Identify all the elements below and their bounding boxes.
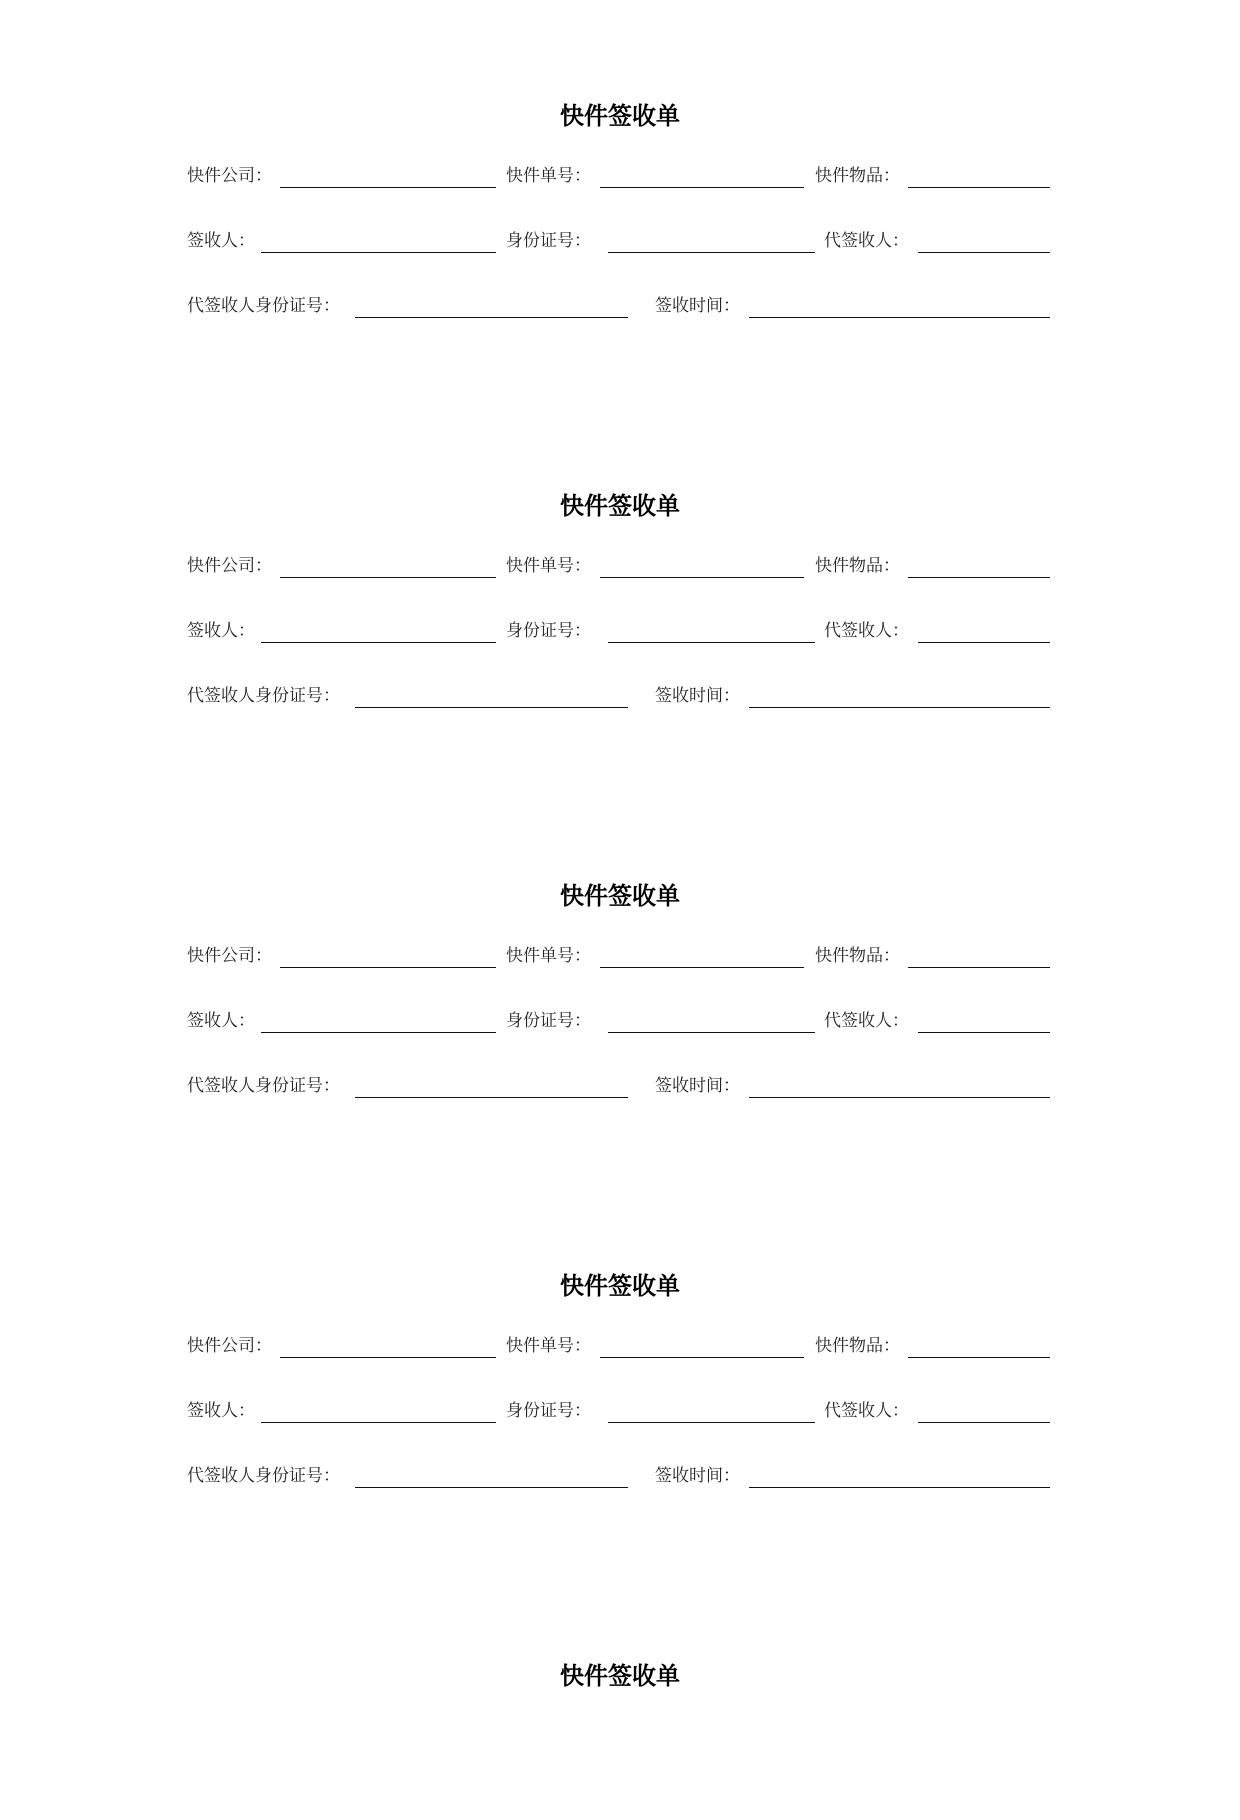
proxy-recipient-field[interactable] [918,1422,1050,1423]
tracking-number-field[interactable] [600,577,804,578]
id-number-label: 身份证号： [506,1011,591,1031]
proxy-recipient-label: 代签收人： [824,231,909,251]
receipt-form-1 [0,0,1240,316]
recipient-field[interactable] [261,642,496,643]
company-field[interactable] [280,1357,496,1358]
sign-time-field[interactable] [749,317,1050,318]
form-title: 快件签收单 [560,1272,680,1300]
form-title: 快件签收单 [560,492,680,520]
company-label: 快件公司： [187,1336,272,1356]
receipt-form-3 [0,780,1240,1096]
sign-time-field[interactable] [749,707,1050,708]
company-label: 快件公司： [187,946,272,966]
recipient-label: 签收人： [187,1011,255,1031]
recipient-field[interactable] [261,1422,496,1423]
items-label: 快件物品： [815,556,900,576]
items-field[interactable] [908,1357,1050,1358]
id-number-field[interactable] [608,1032,815,1033]
id-number-field[interactable] [608,1422,815,1423]
id-number-label: 身份证号： [506,621,591,641]
company-field[interactable] [280,967,496,968]
proxy-id-label: 代签收人身份证号： [187,686,340,706]
proxy-id-label: 代签收人身份证号： [187,296,340,316]
tracking-number-label: 快件单号： [506,556,591,576]
items-label: 快件物品： [815,1336,900,1356]
recipient-label: 签收人： [187,1401,255,1421]
sign-time-label: 签收时间： [655,1466,740,1486]
items-label: 快件物品： [815,946,900,966]
form-title: 快件签收单 [560,1662,680,1690]
proxy-recipient-label: 代签收人： [824,1401,909,1421]
company-field[interactable] [280,577,496,578]
company-field[interactable] [280,187,496,188]
items-field[interactable] [908,967,1050,968]
receipt-form-5 [0,1560,1240,1820]
proxy-recipient-field[interactable] [918,252,1050,253]
id-number-field[interactable] [608,252,815,253]
tracking-number-field[interactable] [600,187,804,188]
sign-time-label: 签收时间： [655,686,740,706]
tracking-number-label: 快件单号： [506,946,591,966]
id-number-field[interactable] [608,642,815,643]
proxy-recipient-field[interactable] [918,1032,1050,1033]
company-label: 快件公司： [187,166,272,186]
proxy-id-field[interactable] [355,1097,628,1098]
items-field[interactable] [908,187,1050,188]
recipient-label: 签收人： [187,231,255,251]
proxy-id-label: 代签收人身份证号： [187,1466,340,1486]
sign-time-label: 签收时间： [655,296,740,316]
form-title: 快件签收单 [560,882,680,910]
proxy-recipient-label: 代签收人： [824,1011,909,1031]
recipient-field[interactable] [261,1032,496,1033]
tracking-number-label: 快件单号： [506,166,591,186]
receipt-form-2 [0,390,1240,706]
items-label: 快件物品： [815,166,900,186]
sign-time-field[interactable] [749,1487,1050,1488]
id-number-label: 身份证号： [506,231,591,251]
proxy-recipient-label: 代签收人： [824,621,909,641]
tracking-number-field[interactable] [600,1357,804,1358]
tracking-number-field[interactable] [600,967,804,968]
form-title: 快件签收单 [560,102,680,130]
id-number-label: 身份证号： [506,1401,591,1421]
sign-time-field[interactable] [749,1097,1050,1098]
proxy-id-label: 代签收人身份证号： [187,1076,340,1096]
company-label: 快件公司： [187,556,272,576]
proxy-id-field[interactable] [355,707,628,708]
proxy-recipient-field[interactable] [918,642,1050,643]
items-field[interactable] [908,577,1050,578]
proxy-id-field[interactable] [355,317,628,318]
sign-time-label: 签收时间： [655,1076,740,1096]
recipient-label: 签收人： [187,621,255,641]
tracking-number-label: 快件单号： [506,1336,591,1356]
receipt-form-4 [0,1170,1240,1486]
proxy-id-field[interactable] [355,1487,628,1488]
recipient-field[interactable] [261,252,496,253]
